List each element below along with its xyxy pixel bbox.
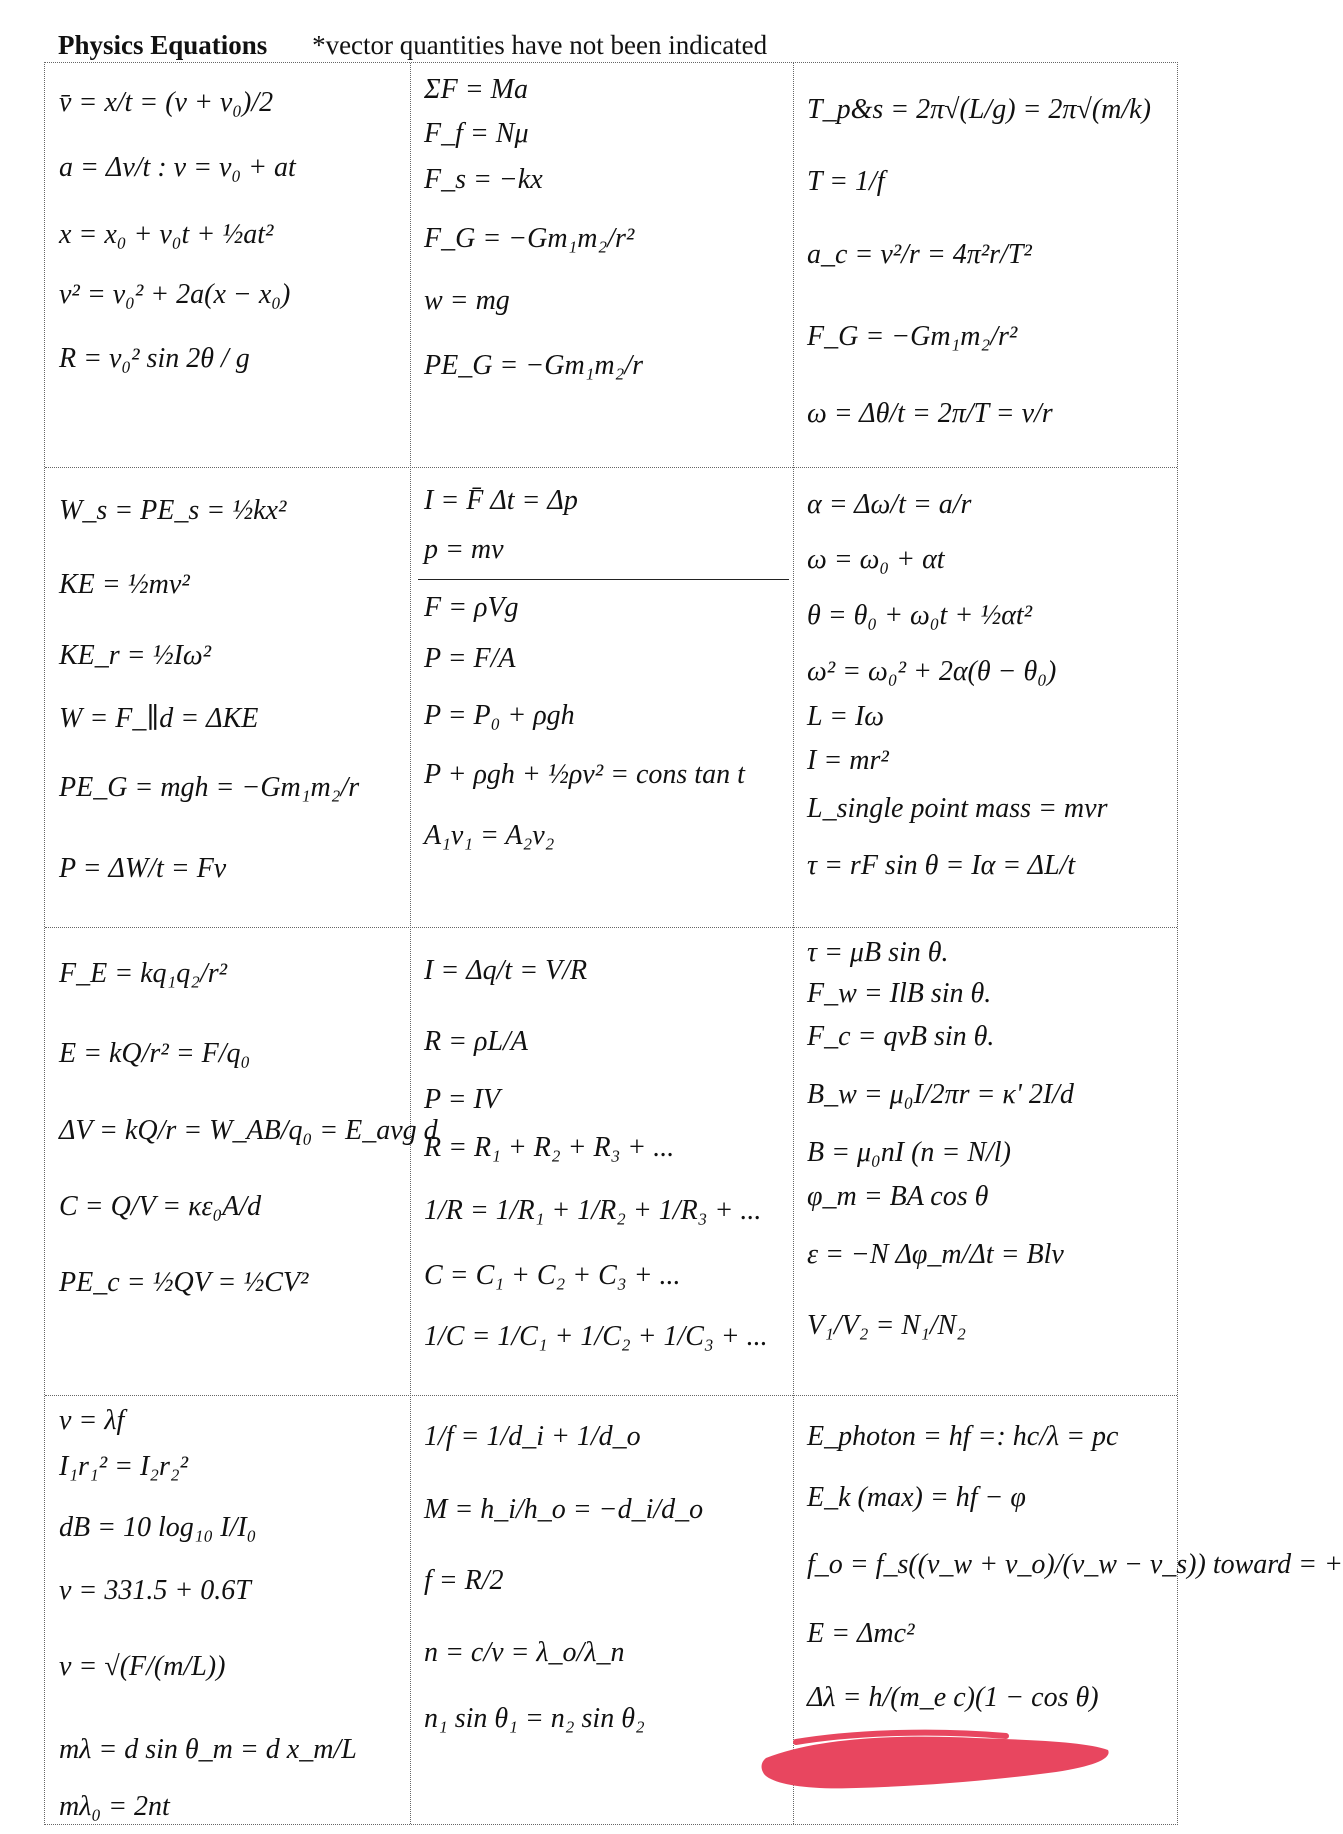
equation: φ_m = BA cos θ <box>807 1181 989 1213</box>
equation: PE_c = ½QV = ½CV² <box>59 1267 309 1299</box>
equation: v² = v₀² + 2a(x − x₀) <box>59 279 291 311</box>
equation: E = Δmc² <box>807 1618 915 1650</box>
equation: E_k (max) = hf − φ <box>807 1482 1026 1514</box>
equation: 1/C = 1/C₁ + 1/C₂ + 1/C₃ + ... <box>424 1321 768 1353</box>
equation: PE_G = −Gm₁m₂/r <box>424 350 644 382</box>
section-divider <box>418 579 789 580</box>
header-note: *vector quantities have not been indicated <box>312 30 768 60</box>
equation: F_w = IlB sin θ. <box>807 978 992 1010</box>
equation: n = c/v = λ_o/λ_n <box>424 1637 625 1669</box>
equation: Δλ = h/(m_e c)(1 − cos θ) <box>807 1682 1099 1714</box>
cell-circuits <box>410 927 793 1395</box>
equation: v = λf <box>59 1405 125 1437</box>
equation: ε = −N Δφ_m/Δt = Blv <box>807 1239 1064 1271</box>
equation: L = Iω <box>807 701 885 733</box>
equation: E = kQ/r² = F/q₀ <box>59 1038 251 1070</box>
equation: KE_r = ½Iω² <box>59 640 212 672</box>
equation: B_w = μ₀I/2πr = κ' 2I/d <box>807 1079 1074 1111</box>
equation: f = R/2 <box>424 1565 504 1597</box>
equation: 1/f = 1/d_i + 1/d_o <box>424 1421 641 1453</box>
equation: ω = Δθ/t = 2π/T = v/r <box>807 398 1053 430</box>
equation: E_photon = hf =: hc/λ = pc <box>807 1421 1119 1453</box>
equation: F_G = −Gm₁m₂/r² <box>424 223 635 255</box>
cell-forces <box>410 63 793 467</box>
equation: τ = rF sin θ = Iα = ΔL/t <box>807 850 1076 882</box>
equation: v = 331.5 + 0.6T <box>59 1575 251 1607</box>
equation: C = Q/V = κε₀A/d <box>59 1191 262 1223</box>
page-title: Physics Equations <box>58 30 268 60</box>
equation: w = mg <box>424 285 510 317</box>
equation: α = Δω/t = a/r <box>807 489 972 521</box>
cell-optics <box>410 1395 793 1826</box>
cell-magnetism <box>793 927 1179 1395</box>
equation: F_c = qvB sin θ. <box>807 1021 995 1053</box>
equation: ΣF = Ma <box>424 74 528 106</box>
equation: R = v₀² sin 2θ / g <box>59 343 250 375</box>
equation: PE_G = mgh = −Gm₁m₂/r <box>59 772 360 804</box>
equation: A₁v₁ = A₂v₂ <box>424 820 555 852</box>
equation: I = F̄ Δt = Δp <box>424 485 578 517</box>
equation: mλ = d sin θ_m = d x_m/L <box>59 1734 357 1766</box>
equation: 1/R = 1/R₁ + 1/R₂ + 1/R₃ + ... <box>424 1195 762 1227</box>
redaction-stroke <box>762 1737 1109 1789</box>
equation: v = √(F/(m/L)) <box>59 1651 226 1683</box>
equation: I₁r₁² = I₂r₂² <box>59 1451 189 1483</box>
cell-momentum-fluids <box>410 467 793 927</box>
equation: p = mv <box>424 534 504 566</box>
equation: F_G = −Gm₁m₂/r² <box>807 321 1018 353</box>
equation: F = ρVg <box>424 592 519 624</box>
cell-electrostatics <box>45 927 438 1395</box>
equation: R = ρL/A <box>424 1026 528 1058</box>
equation: n₁ sin θ₁ = n₂ sin θ₂ <box>424 1703 645 1735</box>
equation: F_s = −kx <box>424 164 543 196</box>
equation: C = C₁ + C₂ + C₃ + ... <box>424 1260 681 1292</box>
equation: v̄ = x/t = (v + v₀)/2 <box>59 87 274 119</box>
equation: ΔV = kQ/r = W_AB/q₀ = E_avg d <box>59 1115 438 1147</box>
equation: F_f = Nμ <box>424 118 529 150</box>
equation: a_c = v²/r = 4π²r/T² <box>807 239 1032 271</box>
equation: f_o = f_s((v_w + v_o)/(v_w − v_s)) toward = + <box>807 1549 1343 1581</box>
equation: a = Δv/t : v = v₀ + at <box>59 152 296 184</box>
equation: ω² = ω₀² + 2α(θ − θ₀) <box>807 656 1057 688</box>
equation: P = IV <box>424 1084 500 1116</box>
equation: V₁/V₂ = N₁/N₂ <box>807 1310 966 1342</box>
equation: I = Δq/t = V/R <box>424 955 588 987</box>
cell-energy <box>45 467 410 927</box>
cell-waves <box>45 1395 410 1826</box>
equation: T = 1/f <box>807 166 885 198</box>
equation: x = x₀ + v₀t + ½at² <box>59 219 274 251</box>
cell-kinematics <box>45 63 410 467</box>
redaction-scribble <box>756 1728 1116 1798</box>
equation: mλ₀ = 2nt <box>59 1791 170 1823</box>
equation: dB = 10 log₁₀ I/I₀ <box>59 1512 257 1544</box>
equation: P = ΔW/t = Fv <box>59 853 227 885</box>
equation: F_E = kq₁q₂/r² <box>59 958 228 990</box>
equation: KE = ½mv² <box>59 569 190 601</box>
equation-grid <box>44 62 1343 1825</box>
equation: T_p&s = 2π√(L/g) = 2π√(m/k) <box>807 94 1151 126</box>
cell-rotation <box>793 467 1179 927</box>
equation: M = h_i/h_o = −d_i/d_o <box>424 1494 704 1526</box>
equation: P + ρgh + ½ρv² = cons tan t <box>424 759 745 791</box>
equation: τ = μB sin θ. <box>807 937 949 969</box>
cell-circular-motion <box>793 63 1179 467</box>
equation: θ = θ₀ + ω₀t + ½αt² <box>807 600 1033 632</box>
equation: I = mr² <box>807 745 889 777</box>
equation: P = F/A <box>424 643 516 675</box>
equation: L_single point mass = mvr <box>807 793 1108 825</box>
equation: P = P₀ + ρgh <box>424 700 575 732</box>
equation: B = μ₀nI (n = N/l) <box>807 1137 1011 1169</box>
equation: W = F_∥d = ΔKE <box>59 703 259 735</box>
equation: ω = ω₀ + αt <box>807 544 945 576</box>
equation: R = R₁ + R₂ + R₃ + ... <box>424 1132 675 1164</box>
equation: W_s = PE_s = ½kx² <box>59 495 287 527</box>
page-header <box>58 30 767 61</box>
